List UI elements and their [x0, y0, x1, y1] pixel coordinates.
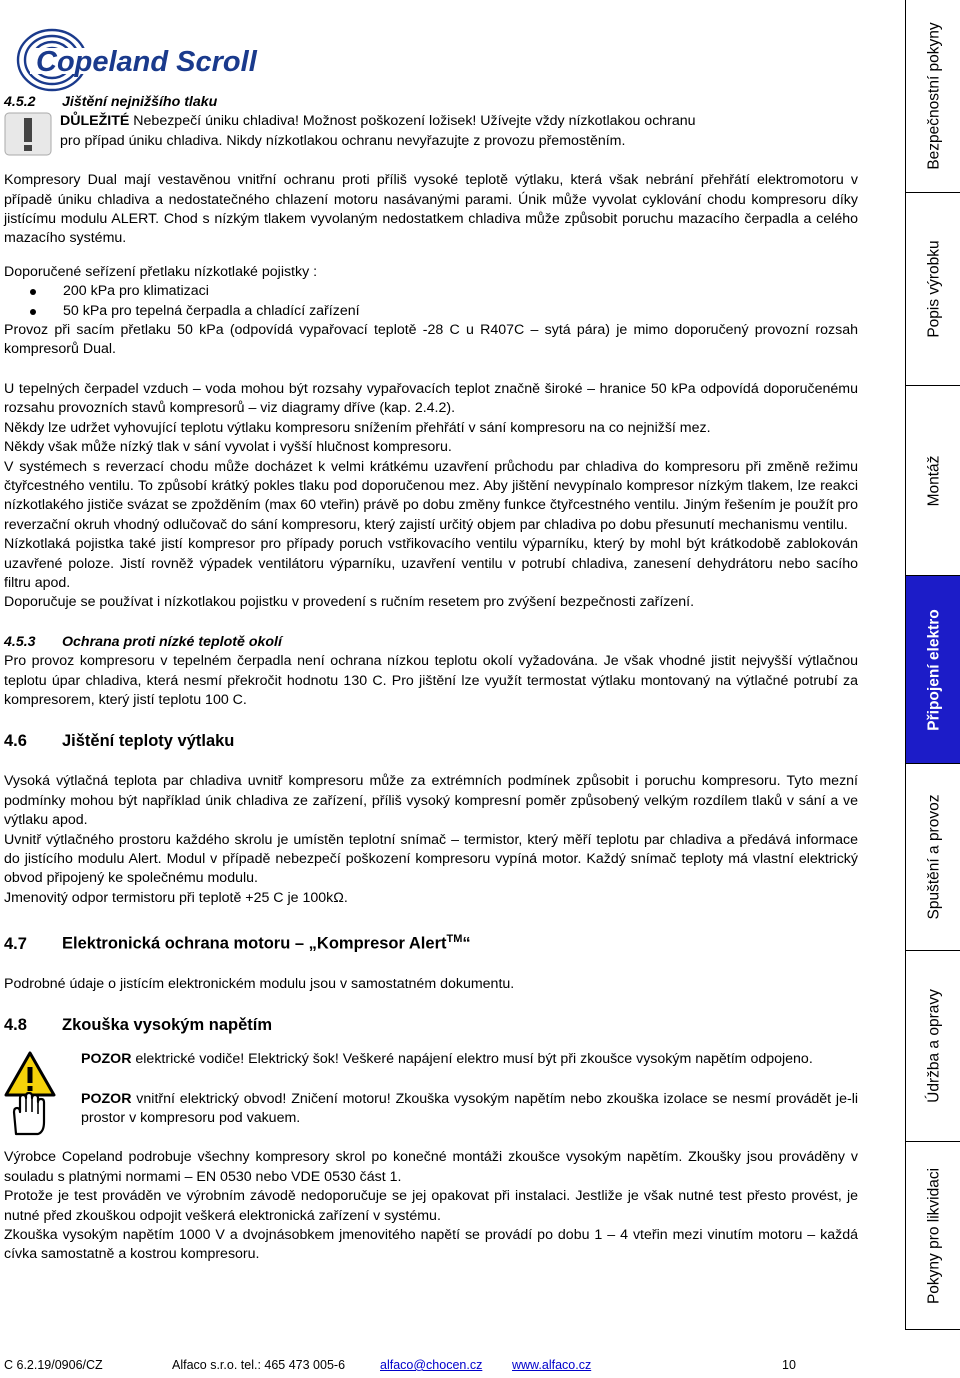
danger-note-electric: POZOR elektrické vodiče! Elektrický šok! Veškeré napájení elektro musí být při zkoušce vysokým napětím odpojeno.: [4, 1050, 858, 1069]
paragraph: Provoz při sacím přetlaku 50 kPa (odpovídá vypařovací teplotě -28 C u R407C – sytá pára) je mimo doporučený provozní rozsah kompresorů Dual.: [4, 322, 858, 358]
main-content: [4, 93, 858, 1265]
tab-disposal[interactable]: Pokyny pro likvidaci: [906, 1142, 960, 1330]
document-code: C 6.2.19/0906/CZ: [4, 1358, 103, 1372]
paragraph: Vysoká výtlačná teplota par chladiva uvnitř kompresoru může za extrémních podmínek způsobit i poruchu kompresoru. Tyto mezní podmínky mohou být například únik chladiva ze zařízení, příliš vysoký kompresní poměr způsobený velkým rozdílem tlaků v sání a ve výtlaku apod.: [4, 773, 858, 829]
tab-startup-operation[interactable]: Spuštění a provoz: [906, 764, 960, 951]
tab-electrical-connection[interactable]: Připojení elektro: [906, 576, 960, 764]
list-item: 50 kPa pro tepelná čerpadla a chladící zařízení: [4, 302, 858, 321]
caution-sign-icon: [4, 112, 52, 156]
paragraph: Někdy lze udržet vyhovující teplotu výtlaku kompresoru snížením přehřátí v sání kompresoru na co nejnižší mez.: [4, 419, 711, 436]
paragraph: Uvnitř výtlačného prostoru každého skrolu je umístěn teplotní snímač – termistor, který měří teplotu par chladiva a předává informace do jistícího modulu Alert. Modul v případě nebezpečí poškození kompresoru vypíná motor. Každý snímač teploty má vlastní elektrický obvod připojený ke společnému modulu.: [4, 831, 858, 887]
paragraph: Zkouška vysokým napětím 1000 V a dvojnásobkem jmenovitého napětí se provádí po dobu 1 – 4 vteřin mezi vinutím motoru – každá cívka samostatně a kostrou kompresoru.: [4, 1226, 858, 1263]
company-contact: Alfaco s.r.o. tel.: 465 473 005-6: [172, 1358, 346, 1372]
section-4-5-3-heading: 4.5.3 Ochrana proti nízké teplotě okolí: [4, 633, 282, 650]
paragraph: Výrobce Copeland podrobuje všechny kompresory skrol po konečné montáži zkoušce vysokým napětím. Zkoušky jsou prováděny v souladu s platnými normami – EN 0530 nebo VDE 0530 část 1.: [4, 1149, 858, 1185]
paragraph: Doporučené seřízení přetlaku nízkotlaké pojistky :: [4, 263, 318, 280]
section-4-8-heading: 4.8 Zkouška vysokým napětím: [4, 1016, 273, 1035]
warning-note: DŮLEŽITÉ Nebezpečí úniku chladiva! Možnost poškození ložisek! Užívejte vždy nízkotlakou ochranu pro případ úniku chladiva. Nikdy nízkotlakou ochranu nevyřazujte z provozu přemostěním.: [4, 112, 858, 151]
paragraph: Doporučuje se používat i nízkotlakou pojistku v provedení s ručním resetem pro zvýšení bezpečnosti zařízení.: [4, 594, 695, 611]
hand-stop-icon: [4, 1090, 56, 1138]
website-link[interactable]: www.alfaco.cz: [512, 1358, 592, 1372]
chapter-sidebar: [905, 0, 960, 1330]
paragraph: Někdy však může nízký tlak v sání vyvolat i vyšší hlučnost kompresoru.: [4, 439, 452, 456]
tab-installation[interactable]: Montáž: [906, 386, 960, 576]
section-4-6-heading: 4.6 Jištění teploty výtlaku: [4, 732, 235, 751]
list-item: 200 kPa pro klimatizaci: [4, 282, 858, 301]
tab-maintenance[interactable]: Údržba a opravy: [906, 951, 960, 1142]
email-link[interactable]: alfaco@chocen.cz: [380, 1358, 483, 1372]
paragraph: Protože je test prováděn ve výrobním závodě nedoporučuje se jej opakovat při instalaci. Jestliže je však nutné test přesto provést, je nutné před zkouškou odpojit veškerá elektronická zařízení v systému.: [4, 1188, 858, 1224]
paragraph: Nízkotlaká pojistka také jistí kompresor pro případy poruch vstřikovacího ventilu výparníku, který by mohl být krátkodobě zablokován uzavřené poloze. Jistí rovněž výpadek ventilátoru výparníku, uzavření ventilu v potrubí chladiva, zanesení dehydrátoru nebo sacího filtru apod.: [4, 536, 858, 591]
paragraph: Jmenovitý odpor termistoru při teplotě +25 C je 100kΩ.: [4, 889, 348, 906]
paragraph: Kompresory Dual mají vestavěnou vnitřní ochranu proti příliš vysoké teplotě výtlaku, která však nebrání přehřátí elektromotoru v případě úniku chladiva a nedostatečného chlazení motoru nasávanými parami. Únik může vyvolat cyklování chodu kompresoru díky jistícímu modulu ALERT. Chod s nízkým tlakem vyvolaným nedostatkem chladiva může způsobit poruchu mazacího čerpadla a celého mazacího systému.: [4, 172, 858, 247]
paragraph: Podrobné údaje o jistícím elektronickém modulu jsou v samostatném dokumentu.: [4, 975, 515, 992]
copeland-scroll-logo: [8, 8, 313, 94]
tab-product-description[interactable]: Popis výrobku: [906, 193, 960, 386]
paragraph: U tepelných čerpadel vzduch – voda mohou být rozsahy vypařovacích teplot značně široké – hranice 50 kPa odpovídá doporučenému rozsahu provozních stavů kompresorů – viz diagramy dříve (kap. 2.4.2).: [4, 380, 858, 417]
section-4-5-2-heading: 4.5.2 Jištění nejnižšího tlaku: [4, 94, 218, 110]
page-number: 10: [782, 1358, 796, 1372]
paragraph: Pro provoz kompresoru v tepelném čerpadla není ochrana nízkou teplotu okolí vyžadována. Je však vhodné jistit nejvyšší výtlačnou teplotu úpar chladiva, která nesmí překročit hodnotu 130 C. Pro jištění lze využít termostat výtlaku montovaný na výtlačné potrubí za kompresorem, který jistí teplotu 100 C.: [4, 653, 858, 708]
paragraph: V systémech s reverzací chodu může docházet k velmi krátkému uzavření průchodu par chladiva do kompresoru při změně režimu čtyřcestného ventilu. To způsobí krátký pokles tlaku pod doporučenou mez. Aby jištění nevypínalo kompresor nízkým tlakem, lze reakci nízkotlakého jističe svázat se zpožděním (max 60 vteřin) právě po dobu změny funkce čtyřcestného ventilu. Jiným řešením je použít pro reverzační okruh vhodný odlučovač do sání kompresoru, který zajistí určitý objem par chladiva po dobu přesunutí mechanismu ventilu.: [4, 458, 858, 533]
tab-safety[interactable]: Bezpečnostní pokyny: [906, 0, 960, 193]
danger-note-vacuum: POZOR vnitřní elektrický obvod! Zničení motoru! Zkouška vysokým napětím nebo zkouška izolace se nesmí provádět je-li prostor v kompresoru pod vakuem.: [4, 1090, 858, 1129]
section-4-7-heading: 4.7 Elektronická ochrana motoru – „Kompresor Alert™“: [4, 933, 471, 953]
logo-text: Copeland Scroll: [36, 46, 257, 78]
